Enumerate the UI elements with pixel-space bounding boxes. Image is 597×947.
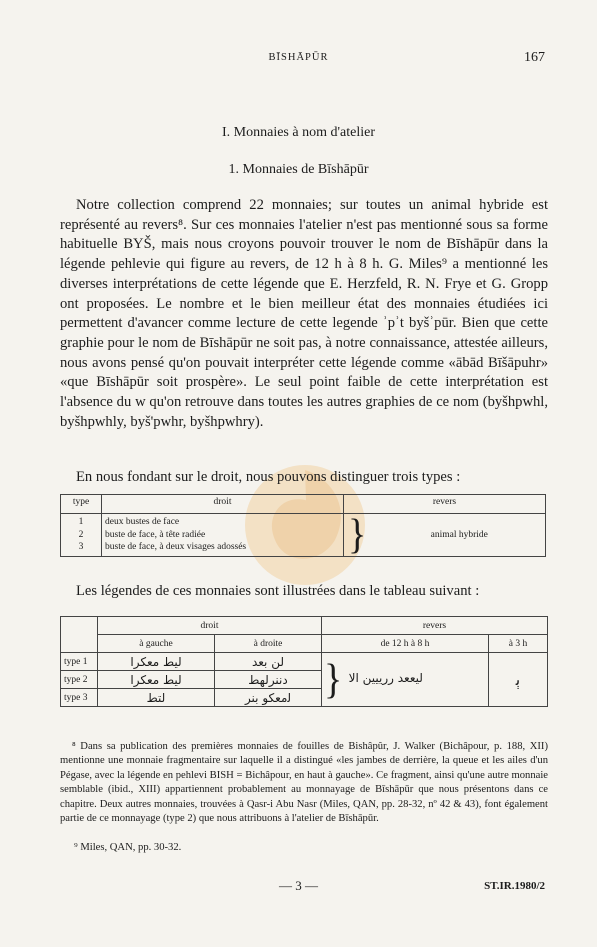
subheader-gauche: à gauche [98, 635, 215, 653]
section-heading: I. Monnaies à nom d'atelier [222, 125, 375, 140]
droit-descriptions: deux bustes de face buste de face, à tête radiée buste de face, à deux visages adossés [102, 514, 344, 557]
footnote-9: ⁹ Miles, QAN, pp. 30-32. [74, 842, 182, 853]
subheader-droite: à droite [215, 635, 322, 653]
brace-glyph: } [324, 656, 343, 703]
subheader-3h: à 3 h [489, 635, 548, 653]
folio-label: — 3 — [279, 878, 318, 893]
type-numbers: 1 2 3 [61, 514, 102, 557]
revers-12-8-cell: } ﻟﯿﻌﻌﺪ ﺭﺭﯾﯿﯿﻦ ﺍﻟﺎ [322, 653, 489, 707]
table-row: type 3 ﻟﺘﻂ ﻟﻣﻌﻜﻮ ﺑﻨﺮ [61, 689, 548, 707]
header-droit: droit [102, 495, 344, 514]
types-table [60, 494, 546, 557]
subheader-12-8: de 12 h à 8 h [322, 635, 489, 653]
table-row: type 1 ﻟﯿﻂ ﻣﻌﻜﺮا ﻟﻦ ﺑﻌﺪ } ﻟﯿﻌﻌﺪ ﺭﺭﯾﯿﯿﻦ ﺍﻟﺎ ﯦ [61, 653, 548, 671]
legends-table [60, 616, 548, 707]
subsection-heading: 1. Monnaies de Bīshāpūr [228, 162, 369, 177]
running-title: BĪSHĀPŪR [268, 52, 329, 63]
paragraph-intro: Notre collection comprend 22 monnaies; sur toutes un animal hybride est représenté au revers⁸. Sur ces monnaies l'atelier n'est pas mentionné sous sa forme habituelle BYŠ, mais nous croyons pouvoir trouver le nom de Bīshāpūr dans la légende pehlevie qui figure au revers, de 12 h à 8 h. G. Miles⁹ a mentionné les diverses interprétations de cette légende que E. Herzfeld, R. N. Frye et G. Gropp ont proposées. Le nombre et le bien meilleur état des monnaies étudiées ici permettent d'avancer comme lecture de cette legende ʾpʾt byšʾpūr. Bien que cette graphie pour le nom de Bīshāpūr ne soit pas, à notre connaissance, attestée ailleurs, nous avons pensé qu'on pouvait interpréter cette légende comme «ābād Bīšāpuhr» «que Bīshāpūr soit prospère». Le seul point faible de cette interprétation est l'absence du w qu'on retrouve dans toutes les autres graphies de ce nom (byšhpwhl, byšhpwhly, byš'pwhr, byšhpwhry). [60, 197, 548, 430]
table-row [61, 514, 546, 557]
page-number: 167 [524, 50, 545, 65]
brace-glyph: } [348, 511, 367, 558]
header-type: type [61, 495, 102, 514]
footnote-8: ⁸ Dans sa publication des premières monnaies de fouilles de Bishâpûr, J. Walker (Bichâpour, p. 188, XII) mentionne une monnaie fragmentaire sur laquelle il a distingué «les jambes de derrière, la queue et les ailes d'un Pégase, avec la légende en pehlevi BISH = Bichâpour, en haut à gauche». Ce fragment, ainsi qu'une autre monnaie semblable (ibid., XIII) appartiennent probablement au monnayage de Bīshāpūr que nous présentons dans ce chapitre. Deux autres monnaies, trouvées à Qasr-i Abu Nasr (Miles, QAN, pp. 28-32, nº 42 & 43), font également partie de ce monnayage (type 2) que nous attribuons à l'atelier de Bīshāpūr. [60, 741, 548, 825]
group-header-droit: droit [98, 617, 322, 635]
revers-value: animal hybride [430, 529, 488, 540]
revers-cell [344, 511, 546, 558]
paragraph-legends: Les légendes de ces monnaies sont illustrées dans le tableau suivant : [76, 583, 480, 599]
revers-3h-cell: ﯦ [489, 653, 548, 707]
paragraph-types: En nous fondant sur le droit, nous pouvons distinguer trois types : [76, 469, 461, 485]
table-row: type 2 ﻟﯿﻂ ﻣﻌﻜﺮا دﻧﻨﺮﻟﮭﻂ [61, 671, 548, 689]
header-revers: revers [344, 495, 546, 514]
group-header-revers: revers [322, 617, 548, 635]
series-code: ST.IR.1980/2 [484, 880, 545, 892]
